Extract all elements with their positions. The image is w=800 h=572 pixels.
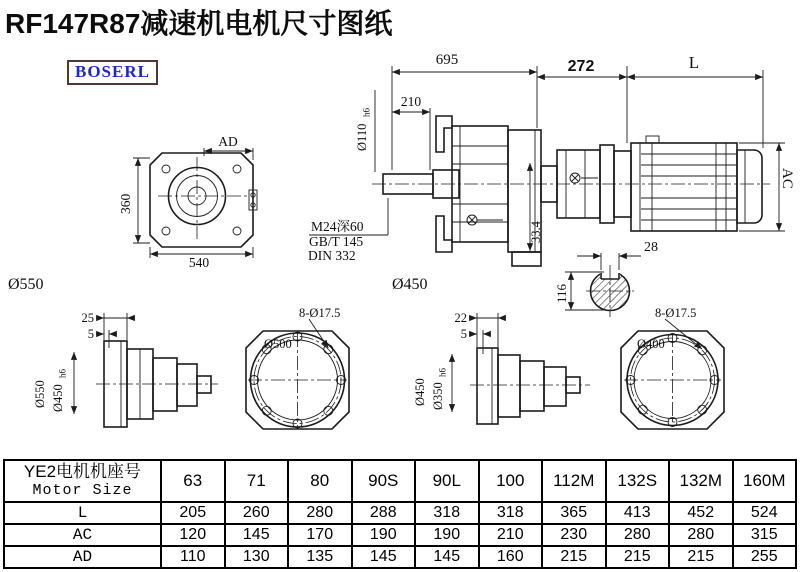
dim-33-4: 33.4	[529, 221, 543, 243]
label-b2-holes: 8-Ø17.5	[299, 306, 341, 320]
label-thread: M24深60	[311, 219, 364, 234]
dim-272: 272	[567, 58, 595, 75]
header-motor-size-en: Motor Size	[32, 482, 133, 499]
dim-shaft-dia: Ø110	[355, 123, 369, 151]
motor-size-cell: 90S	[352, 460, 416, 502]
dim-cell: 145	[352, 546, 416, 568]
brand-logo: BOSERL	[67, 60, 158, 85]
flange-front-view-small	[621, 306, 724, 429]
dim-cell: 145	[415, 546, 479, 568]
dim-cell: 315	[733, 524, 797, 546]
flange-side-view-large	[33, 311, 218, 427]
row-label: AD	[4, 546, 161, 568]
label-b3-spigot-tol: h6	[437, 368, 448, 377]
row-label: AC	[4, 524, 161, 546]
label-b2-dia: Ø500	[264, 337, 292, 351]
dim-695: 695	[435, 52, 459, 68]
dim-cell: 318	[479, 502, 543, 524]
dim-cell: 452	[669, 502, 733, 524]
motor-size-cell: 112M	[542, 460, 606, 502]
dim-cell: 215	[606, 546, 670, 568]
motor-size-cell: 71	[225, 460, 289, 502]
motor-size-cell: 132S	[606, 460, 670, 502]
dim-ad: AD	[218, 134, 238, 149]
label-thread-din: DIN 332	[308, 248, 356, 263]
dim-cell: 145	[225, 524, 289, 546]
dim-5b: 5	[460, 327, 467, 341]
dim-cell: 318	[415, 502, 479, 524]
dim-cell: 260	[225, 502, 289, 524]
label-b1-spigot: Ø450	[51, 384, 65, 412]
dim-28: 28	[644, 240, 658, 255]
table-row-AD	[4, 546, 796, 568]
flange-side-view-small	[413, 311, 590, 424]
dim-cell: 255	[733, 546, 797, 568]
label-thread-std: GB/T 145	[309, 234, 364, 249]
dim-22: 22	[454, 311, 467, 325]
header-motor-size	[4, 460, 161, 502]
dim-25: 25	[81, 311, 94, 325]
label-b4-holes: 8-Ø17.5	[655, 306, 697, 320]
row-label: L	[4, 502, 161, 524]
dim-cell: 190	[415, 524, 479, 546]
label-dia550-main: Ø550	[8, 276, 44, 293]
dim-cell: 215	[542, 546, 606, 568]
dim-cell: 190	[352, 524, 416, 546]
dim-540: 540	[188, 255, 210, 270]
dim-cell: 130	[225, 546, 289, 568]
table-row-L	[4, 502, 796, 524]
header-motor-size-cn: YE2电机机座号	[23, 462, 142, 481]
dim-5: 5	[87, 327, 94, 341]
dim-cell: 170	[288, 524, 352, 546]
dim-cell: 365	[542, 502, 606, 524]
dim-116: 116	[554, 283, 569, 303]
dim-cell: 205	[161, 502, 225, 524]
dim-cell: 135	[288, 546, 352, 568]
motor-size-cell: 100	[479, 460, 543, 502]
dim-cell: 413	[606, 502, 670, 524]
motor-dimension-table	[3, 459, 797, 569]
shaft-section-view	[554, 240, 658, 317]
dim-L: L	[688, 53, 700, 72]
dim-cell: 120	[161, 524, 225, 546]
motor-size-cell: 63	[161, 460, 225, 502]
label-b1-outer: Ø550	[33, 380, 47, 408]
dim-ac: AC	[779, 168, 795, 189]
motor-size-cell: 80	[288, 460, 352, 502]
table-header-row	[4, 460, 796, 502]
gearbox-front-view	[8, 134, 257, 293]
gearbox-side-view	[308, 90, 770, 293]
label-b3-outer: Ø450	[413, 378, 427, 406]
dim-210: 210	[400, 94, 422, 109]
dim-360: 360	[118, 193, 133, 214]
motor-size-cell: 90L	[415, 460, 479, 502]
screw-icon	[570, 173, 598, 183]
dim-shaft-dia-tol: h6	[361, 108, 372, 117]
dim-cell: 110	[161, 546, 225, 568]
label-dia450-main: Ø450	[392, 276, 428, 293]
dim-cell: 210	[479, 524, 543, 546]
dim-cell: 280	[606, 524, 670, 546]
label-b1-spigot-tol: h6	[57, 369, 68, 378]
dim-cell: 280	[288, 502, 352, 524]
screw-icon	[467, 215, 503, 225]
dim-cell: 215	[669, 546, 733, 568]
motor-side-view	[541, 136, 795, 231]
motor-size-cell: 132M	[669, 460, 733, 502]
table-row-AC	[4, 524, 796, 546]
dim-cell: 160	[479, 546, 543, 568]
label-b4-dia: Ø400	[637, 337, 665, 351]
dim-cell: 524	[733, 502, 797, 524]
dim-cell: 288	[352, 502, 416, 524]
dim-cell: 280	[669, 524, 733, 546]
flange-front-view-large	[246, 306, 349, 429]
dim-cell: 230	[542, 524, 606, 546]
label-b3-spigot: Ø350	[431, 382, 445, 410]
motor-size-cell: 160M	[733, 460, 797, 502]
top-dimensions	[392, 52, 763, 170]
page-title: RF147R87减速机电机尺寸图纸	[5, 8, 393, 39]
